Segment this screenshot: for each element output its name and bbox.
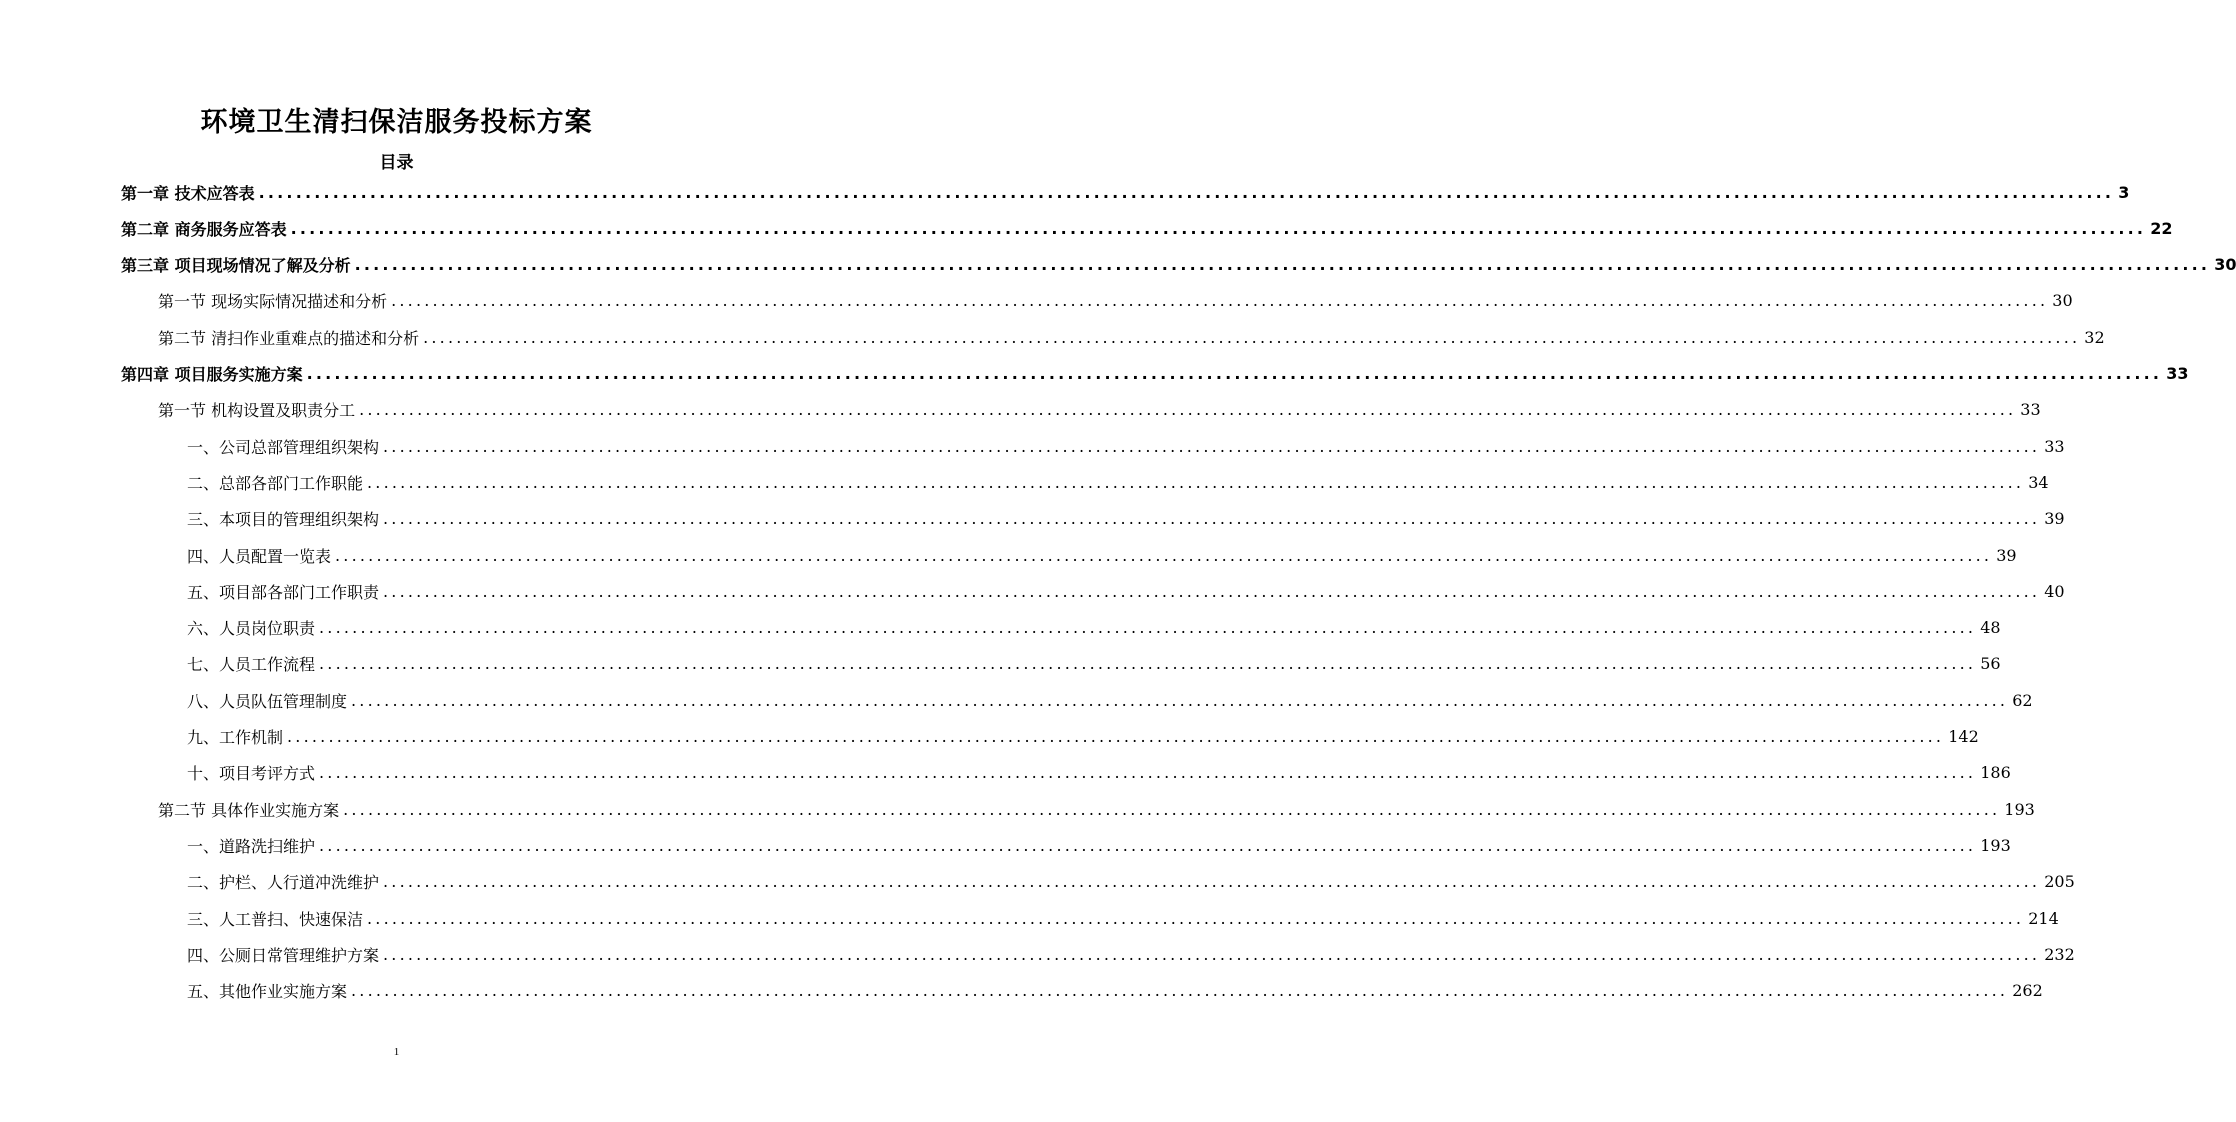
toc-entry-page: 186 bbox=[1980, 763, 2011, 783]
toc-entry-title: 三、本项目的管理组织架构 bbox=[187, 510, 380, 530]
toc-entry-page: 39 bbox=[1996, 545, 2017, 565]
toc-leader-dots: ........................................................................................................................................................................................................ bbox=[343, 799, 2001, 819]
toc-entry-page: 30 bbox=[2214, 255, 2236, 275]
toc-leader-dots: ........................................................................................................................................................................................................ bbox=[306, 364, 2163, 383]
toc-entry-page: 33 bbox=[2020, 400, 2041, 420]
toc-leader-dots: ........................................................................................................................................................................................................ bbox=[367, 908, 2025, 928]
toc-entry-title: 第二节 具体作业实施方案 bbox=[158, 800, 340, 820]
toc-entry-page: 214 bbox=[2028, 908, 2059, 928]
toc-entry-title: 五、其他作业实施方案 bbox=[187, 982, 348, 1002]
toc-entry-page: 3 bbox=[2118, 182, 2130, 202]
toc-entry-title: 六、人员岗位职责 bbox=[187, 619, 316, 639]
toc-entry-page: 32 bbox=[2084, 327, 2105, 347]
toc-entry-page: 62 bbox=[2012, 690, 2033, 710]
toc-leader-dots: ........................................................................................................................................................................................................ bbox=[319, 835, 1977, 855]
toc-entry-title: 一、公司总部管理组织架构 bbox=[187, 437, 380, 457]
toc-heading: 目录 bbox=[379, 153, 414, 173]
toc-entry-page: 33 bbox=[2166, 364, 2189, 383]
toc-entry-title: 一、道路洗扫维护 bbox=[187, 836, 316, 856]
toc-leader-dots: ........................................................................................................................................................................................................ bbox=[287, 727, 1945, 746]
toc-entry[interactable] bbox=[187, 719, 1979, 755]
toc-leader-dots: ........................................................................................................................................................................................................ bbox=[383, 509, 2041, 529]
toc-entry-page: 56 bbox=[1980, 654, 2001, 674]
toc-leader-dots: ........................................................................................................................................................................................................ bbox=[258, 182, 2115, 202]
toc-entry[interactable] bbox=[187, 864, 2075, 900]
toc-entry-title: 第一节 现场实际情况描述和分析 bbox=[158, 292, 388, 312]
toc-entry[interactable] bbox=[187, 755, 2011, 791]
toc-entry[interactable] bbox=[187, 973, 2043, 1009]
toc-entry-title: 四、公厕日常管理维护方案 bbox=[187, 945, 380, 965]
document-title: 环境卫生清扫保洁服务投标方案 bbox=[200, 107, 593, 138]
toc-entry-page: 262 bbox=[2012, 981, 2043, 1001]
toc-entry[interactable] bbox=[187, 428, 2065, 464]
toc-entry[interactable] bbox=[158, 392, 2041, 428]
toc-entry-page: 193 bbox=[2004, 799, 2035, 819]
toc-leader-dots: ........................................................................................................................................................................................................ bbox=[367, 472, 2025, 492]
toc-entry-page: 34 bbox=[2028, 472, 2049, 492]
toc-leader-dots: ........................................................................................................................................................................................................ bbox=[351, 981, 2009, 1001]
toc-leader-dots: ........................................................................................................................................................................................................ bbox=[354, 255, 2211, 275]
toc-leader-dots: ........................................................................................................................................................................................................ bbox=[383, 872, 2041, 892]
toc-entry[interactable] bbox=[121, 210, 2173, 246]
toc-leader-dots: ........................................................................................................................................................................................................ bbox=[335, 545, 1993, 565]
toc-entry-title: 第四章 项目服务实施方案 bbox=[121, 365, 303, 384]
toc-entry[interactable] bbox=[187, 936, 2075, 972]
toc-leader-dots: ........................................................................................................................................................................................................ bbox=[319, 763, 1977, 783]
toc-leader-dots: ........................................................................................................................................................................................................ bbox=[319, 654, 1977, 674]
toc-entry-page: 142 bbox=[1948, 727, 1979, 746]
toc-entry-page: 48 bbox=[1980, 618, 2001, 638]
toc-entry-title: 第一章 技术应答表 bbox=[121, 183, 255, 203]
toc-entry-title: 九、工作机制 bbox=[187, 728, 284, 747]
toc-entry-page: 193 bbox=[1980, 835, 2011, 855]
toc-entry[interactable] bbox=[121, 356, 2189, 392]
toc-entry-title: 七、人员工作流程 bbox=[187, 655, 316, 675]
toc-leader-dots: ........................................................................................................................................................................................................ bbox=[383, 436, 2041, 456]
page-number: 1 bbox=[393, 1046, 400, 1058]
toc-leader-dots: ........................................................................................................................................................................................................ bbox=[391, 291, 2049, 311]
toc-entry[interactable] bbox=[187, 827, 2011, 863]
toc-entry[interactable] bbox=[187, 501, 2065, 537]
toc-entry-title: 第一节 机构设置及职责分工 bbox=[158, 401, 356, 421]
toc-entry-title: 八、人员队伍管理制度 bbox=[187, 691, 348, 711]
toc-entry[interactable] bbox=[187, 537, 2017, 573]
toc-entry-title: 第二节 清扫作业重难点的描述和分析 bbox=[158, 328, 420, 348]
toc-leader-dots: ........................................................................................................................................................................................................ bbox=[383, 944, 2041, 964]
toc-entry-page: 232 bbox=[2044, 944, 2075, 964]
toc-entry-page: 39 bbox=[2044, 509, 2065, 529]
toc-entry-title: 二、护栏、人行道冲洗维护 bbox=[187, 873, 380, 893]
toc-leader-dots: ........................................................................................................................................................................................................ bbox=[359, 400, 2017, 420]
toc-entry-title: 第二章 商务服务应答表 bbox=[121, 219, 287, 239]
toc-entry[interactable] bbox=[158, 791, 2035, 827]
toc-entry-page: 33 bbox=[2044, 436, 2065, 456]
toc-entry[interactable] bbox=[187, 900, 2059, 936]
toc-entry[interactable] bbox=[187, 464, 2049, 500]
toc-leader-dots: ........................................................................................................................................................................................................ bbox=[290, 218, 2147, 238]
toc-entry[interactable] bbox=[158, 319, 2105, 355]
toc-entry-page: 205 bbox=[2044, 872, 2075, 892]
toc-entry[interactable] bbox=[121, 247, 2236, 283]
toc-entry[interactable] bbox=[187, 610, 2001, 646]
toc-leader-dots: ........................................................................................................................................................................................................ bbox=[423, 327, 2081, 347]
toc-leader-dots: ........................................................................................................................................................................................................ bbox=[351, 690, 2009, 710]
toc-entry[interactable] bbox=[187, 646, 2001, 682]
toc-entry-title: 四、人员配置一览表 bbox=[187, 546, 332, 566]
toc-entry-title: 五、项目部各部门工作职责 bbox=[187, 582, 380, 602]
toc-entry[interactable] bbox=[121, 174, 2130, 210]
toc-entry[interactable] bbox=[187, 682, 2033, 718]
toc-leader-dots: ........................................................................................................................................................................................................ bbox=[319, 618, 1977, 638]
toc-entry-title: 三、人工普扫、快速保洁 bbox=[187, 909, 364, 929]
toc-entry[interactable] bbox=[158, 283, 2073, 319]
toc-entry-page: 22 bbox=[2150, 218, 2173, 238]
toc-entry-title: 二、总部各部门工作职能 bbox=[187, 473, 364, 493]
toc-leader-dots: ........................................................................................................................................................................................................ bbox=[383, 581, 2041, 601]
toc-entry[interactable] bbox=[187, 573, 2065, 609]
toc-entry-page: 30 bbox=[2052, 291, 2073, 311]
toc-entry-page: 40 bbox=[2044, 581, 2065, 601]
toc-entry-title: 十、项目考评方式 bbox=[187, 764, 316, 784]
toc-entry-title: 第三章 项目现场情况了解及分析 bbox=[121, 256, 351, 276]
